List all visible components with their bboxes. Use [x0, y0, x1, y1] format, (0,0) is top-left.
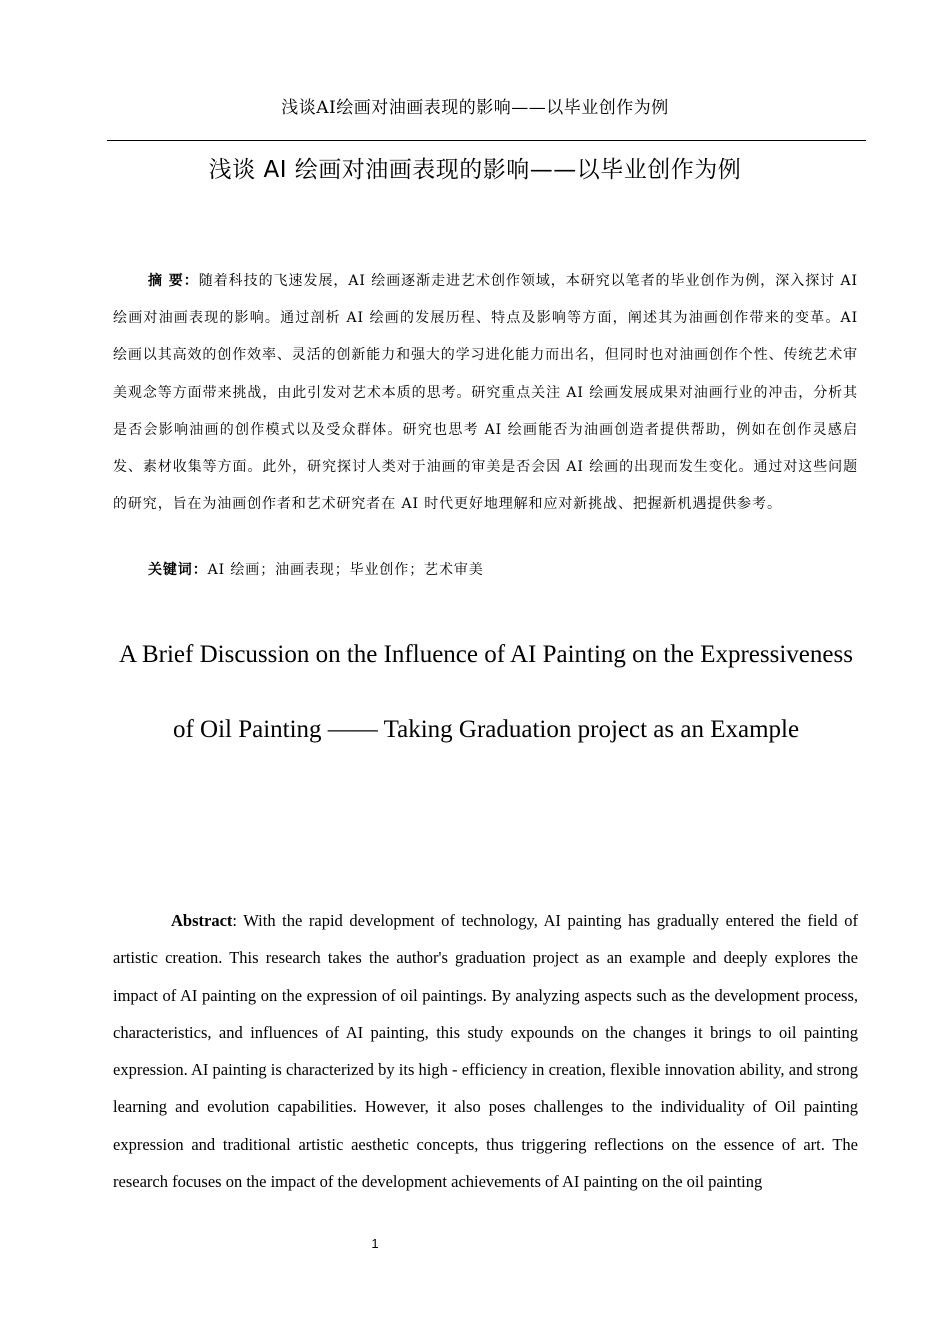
title-en: A Brief Discussion on the Influence of AI Painting on the Expressiveness of Oil Painting —— Taking Graduation project as an Example — [119, 641, 853, 743]
header-rule — [107, 140, 866, 141]
abstract-cn — [113, 263, 858, 523]
abstract-cn-text: 随着科技的飞速发展，AI 绘画逐渐走进艺术创作领域，本研究以笔者的毕业创作为例，深入探讨 AI 绘画对油画表现的影响。通过剖析 AI 绘画的发展历程、特点及影响等方面，阐述其为油画创作带来的变革。AI 绘画以其高效的创作效率、灵活的创新能力和强大的学习进化能力而出名，但同时也对油画创作个性、传统艺术审美观念等方面带来挑战，由此引发对艺术本质的思考。研究重点关注 AI 绘画发展成果对油画行业的冲击，分析其是否会影响油画的创作模式以及受众群体。研究也思考 AI 绘画能否为油画创造者提供帮助，例如在创作灵感启发、素材收集等方面。此外，研究探讨人类对于油画的审美是否会因 AI 绘画的出现而发生变化。通过对这些问题的研究，旨在为油画创作者和艺术研究者在 AI 时代更好地理解和应对新挑战、把握新机遇提供参考。 — [113, 273, 858, 513]
abstract-cn-label: 摘 要： — [148, 273, 199, 289]
keywords-cn-label: 关键词： — [148, 562, 208, 578]
abstract-en — [113, 902, 858, 1200]
title-cn: 浅谈 AI 绘画对油画表现的影响——以毕业创作为例 — [208, 157, 742, 183]
keywords-cn — [148, 559, 858, 579]
keywords-cn-text: AI 绘画；油画表现；毕业创作；艺术审美 — [207, 562, 484, 578]
abstract-en-text: : With the rapid development of technology, AI painting has gradually entered the field of artistic creation. This research takes the author's graduation project as an example and deeply explores the impact of AI painting on the expression of oil paintings. By analyzing aspects such as the development process, characteristics, and influences of AI painting, this study expounds on the changes it brings to oil painting expression. AI painting is characterized by its high - efficiency in creation, flexible innovation ability, and strong learning and evolution capabilities. However, it also poses challenges to the individuality of Oil painting expression and traditional artistic aesthetic concepts, thus triggering reflections on the essence of art. The research focuses on the impact of the development achievements of AI painting on the oil painting — [113, 911, 858, 1192]
abstract-en-label: Abstract — [171, 911, 233, 930]
running-header: 浅谈AI绘画对油画表现的影响——以毕业创作为例 — [281, 98, 669, 118]
page-number: 1 — [371, 1236, 379, 1251]
